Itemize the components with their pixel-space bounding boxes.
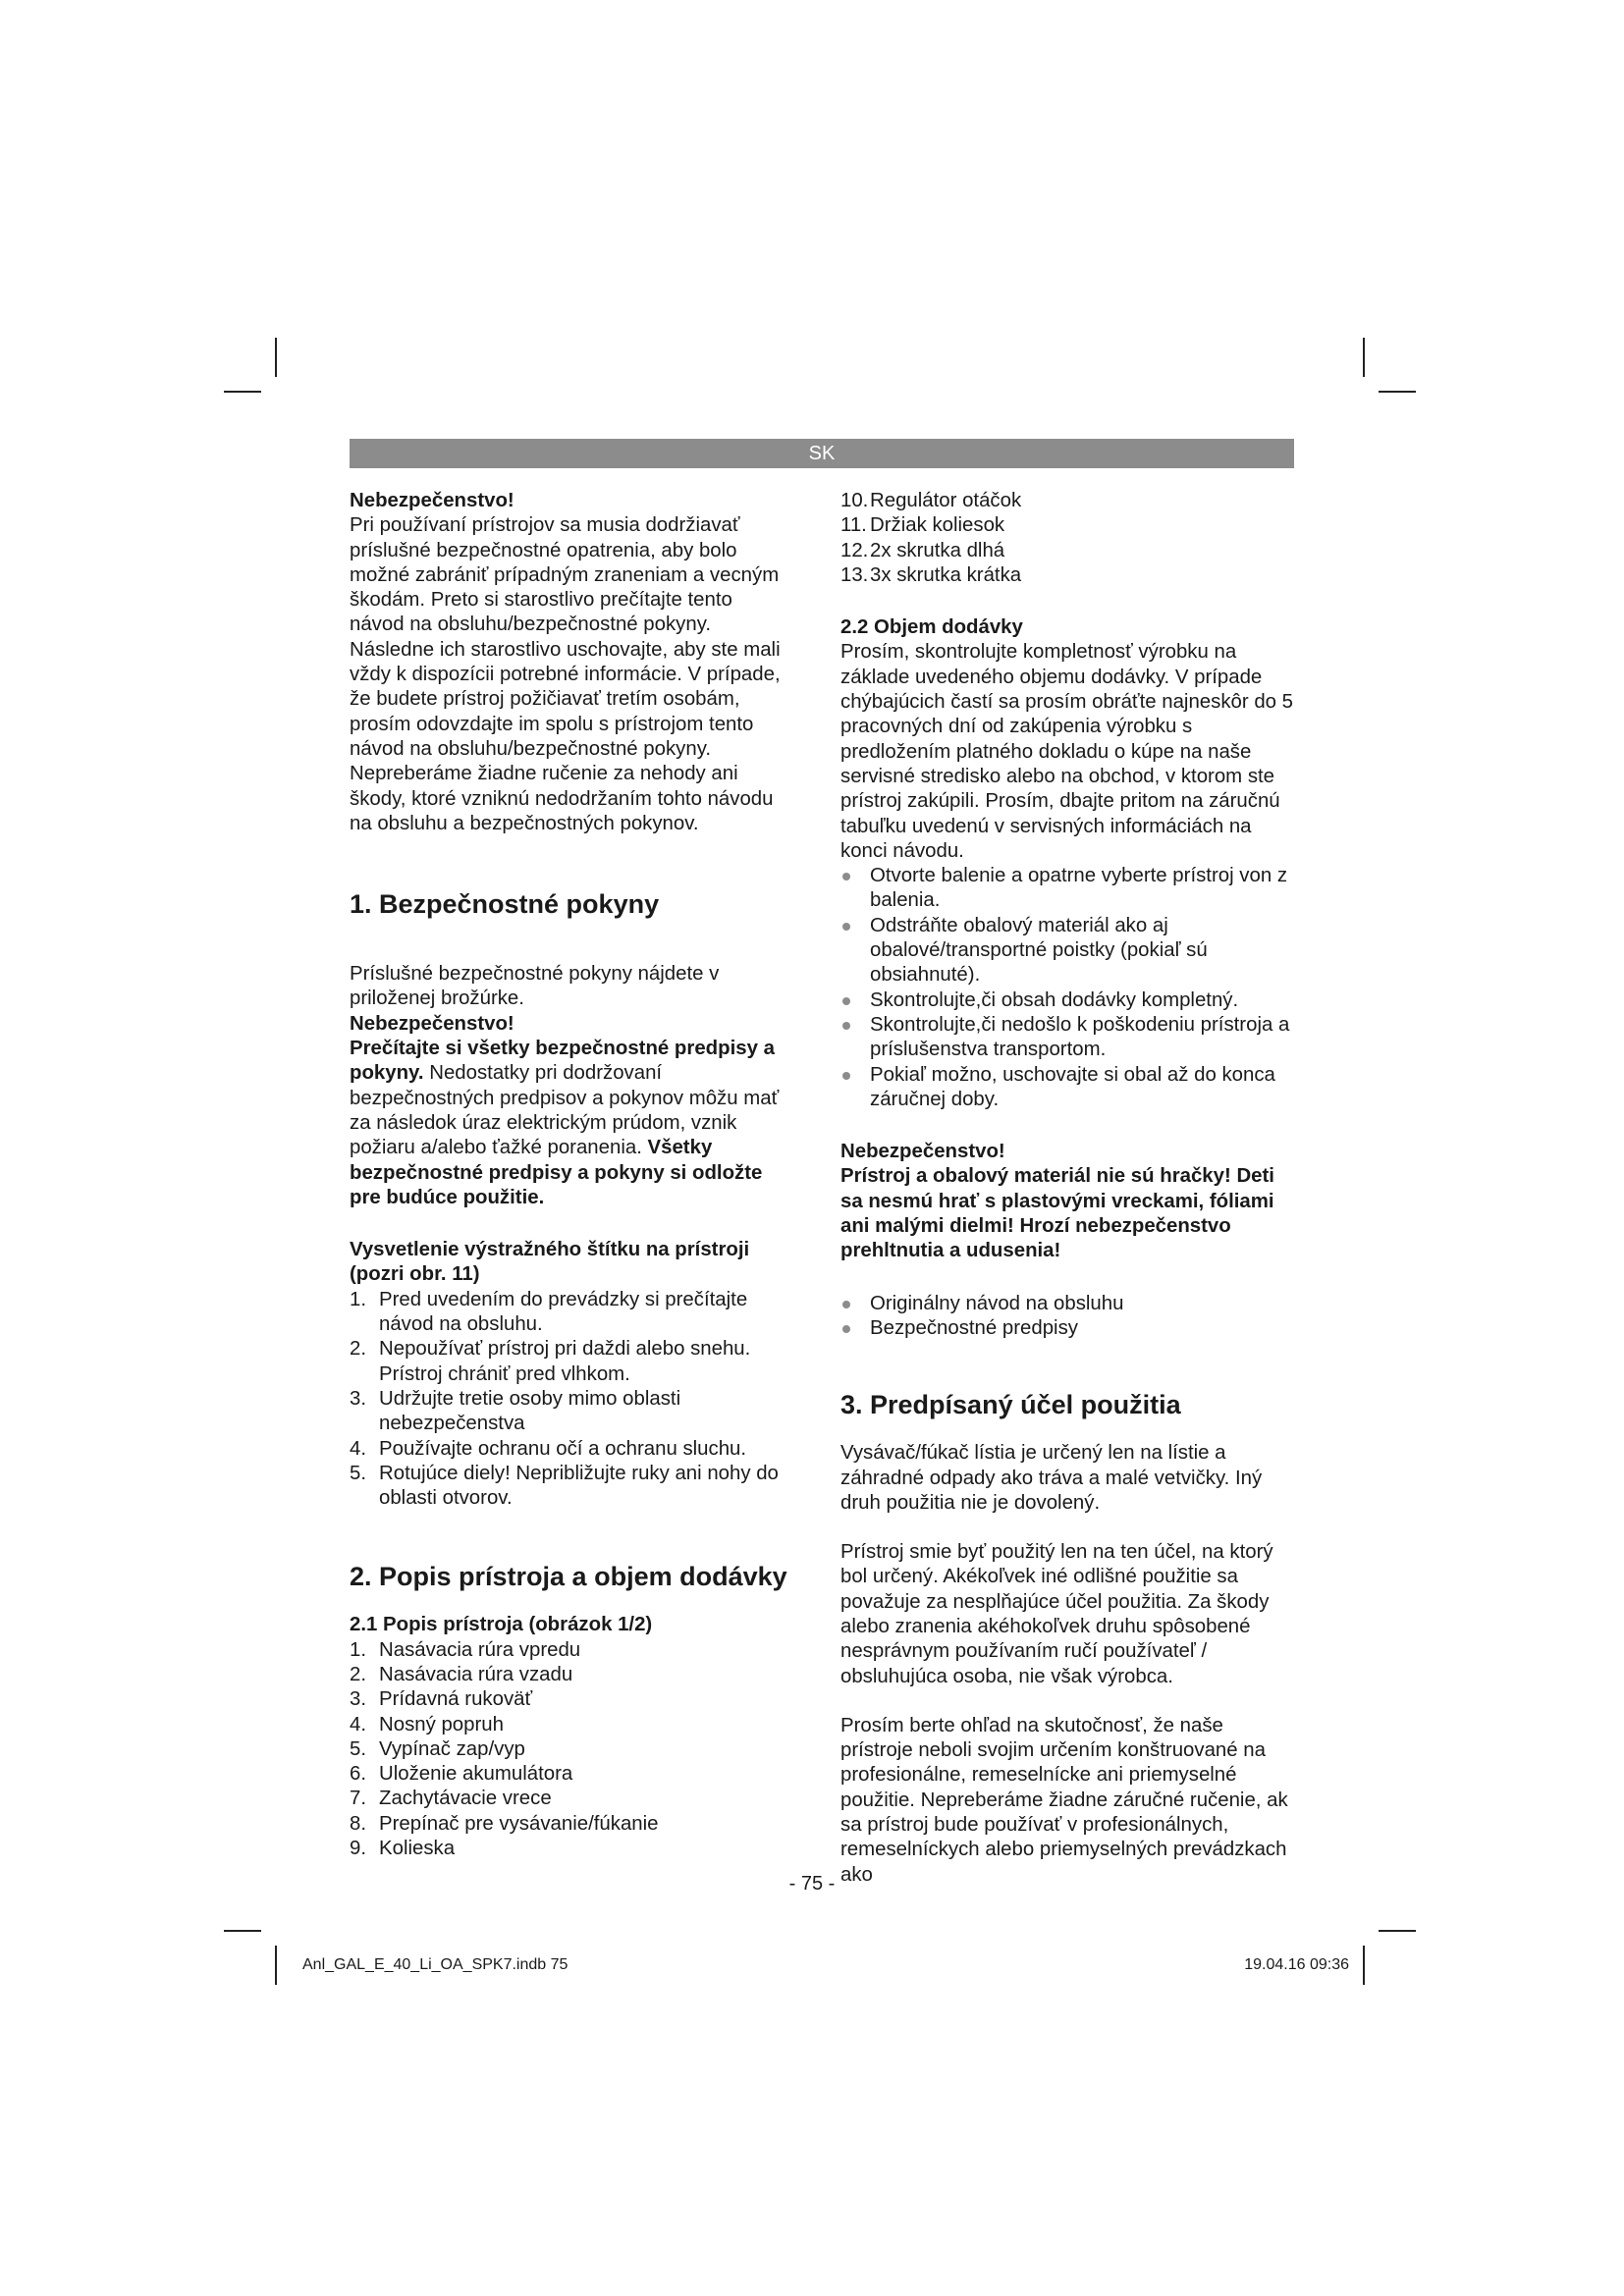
crop-mark	[275, 338, 277, 377]
safety-warning-bold-tail: Všetky bezpečnostné predpisy a pokyny si odložte pre budúce použitie.	[350, 1137, 763, 1208]
list-item: Odstráňte obalový materiál ako aj obalové/transportné poistky (pokiaľ sú obsiahnuté).	[840, 914, 1294, 988]
intended-use-paragraph: Prístroj smie byť použitý len na ten účel, na ktorý bol určený. Akékoľvek iné odlišné použitie sa považuje za nesplňajúce účel použitia. Za škody alebo zranenia akéhokoľvek druhu spôsobené nesprávnym používaním ručí používateľ / obsluhujúca osoba, nie však výrobca.	[840, 1541, 1273, 1687]
crop-mark	[1363, 338, 1365, 377]
list-item: 3. Prídavná rukoväť	[350, 1688, 533, 1711]
list-item: 1. Pred uvedením do prevádzky si prečítajte návod na obsluhu.	[350, 1288, 748, 1336]
safety-warning-paragraph	[350, 1037, 789, 1210]
list-item: Pokiaľ možno, uschovajte si obal až do konca záručnej doby.	[840, 1063, 1294, 1113]
delivery-scope-text: Prosím, skontrolujte kompletnosť výrobku na základe uvedeného objemu dodávky. V prípade chýbajúcich častí sa prosím obráťte najneskôr do 5 pracovných dní od zakúpenia výrobku s predložením platného dokladu o kúpe na naše servisné stredisko alebo na obchod, v ktorom ste prístroj zakúpili. Prosím, dbajte pritom na záručnú tabuľku uvedenú v servisných informáciách na konci návodu.	[840, 641, 1294, 862]
unpacking-checklist	[840, 864, 1294, 1112]
crop-mark	[1379, 391, 1416, 393]
list-item: Bezpečnostné predpisy	[840, 1316, 1294, 1341]
left-column	[350, 489, 789, 1861]
bullet-icon	[842, 1301, 850, 1308]
list-item: 4. Používajte ochranu očí a ochranu sluchu.	[350, 1437, 747, 1460]
warning-label-list	[350, 1288, 789, 1512]
list-item: Originálny návod na obsluhu	[840, 1292, 1294, 1316]
list-item: 3. Udržujte tretie osoby mimo oblasti nebezpečenstva	[350, 1387, 681, 1435]
list-item: Otvorte balenie a opatrne vyberte prístroj von z balenia.	[840, 864, 1294, 914]
safety-warning-text: Nedostatky pri dodržovaní bezpečnostných predpisov a pokynov môžu mať za následok úraz elektrickým prúdom, vznik požiaru a/alebo ťažké poranenia.	[350, 1062, 780, 1159]
section-3-heading: 3. Predpísaný účel použitia	[840, 1390, 1181, 1420]
list-item: 2. Nepoužívať prístroj pri daždi alebo snehu. Prístroj chrániť pred vlhkom.	[350, 1338, 751, 1385]
list-item: 2. Nasávacia rúra vzadu	[350, 1663, 573, 1685]
bullet-icon	[842, 997, 850, 1005]
list-item: 10. Regulátor otáčok	[840, 490, 1022, 511]
list-item: 11. Držiak koliesok	[840, 514, 1005, 537]
list-item: 6. Uloženie akumulátora	[350, 1763, 573, 1786]
section-1-intro: Príslušné bezpečnostné pokyny nájdete v priloženej brožúrke.	[350, 963, 720, 1010]
child-safety-warning: Prístroj a obalový materiál nie sú hračky! Deti sa nesmú hrať s plastovými vreckami, fóliami ani malými dielmi! Hrozí nebezpečenstvo prehltnutia a udusenia!	[840, 1165, 1274, 1262]
bullet-icon	[842, 873, 850, 881]
bullet-icon	[842, 923, 850, 931]
page-number: - 75 -	[788, 1873, 836, 1895]
print-slug-filename: Anl_GAL_E_40_Li_OA_SPK7.indb 75	[302, 1956, 568, 1973]
list-item: Skontrolujte,či nedošlo k poškodeniu prístroja a príslušenstva transportom.	[840, 1013, 1294, 1063]
warning-title: Nebezpečenstvo!	[840, 1141, 1005, 1163]
list-item: Skontrolujte,či obsah dodávky kompletný.	[840, 988, 1294, 1013]
list-item: 5. Rotujúce diely! Nepribližujte ruky ani nohy do oblasti otvorov.	[350, 1462, 779, 1510]
list-item: 9. Kolieska	[350, 1838, 456, 1860]
safety-warning-bold-lead: Prečítajte si všetky bezpečnostné predpisy a pokyny.	[350, 1038, 775, 1085]
list-item: 12. 2x skrutka dlhá	[840, 539, 1005, 561]
crop-mark	[1379, 1930, 1416, 1932]
crop-mark	[1363, 1946, 1365, 1985]
warning-title: Nebezpečenstvo!	[350, 490, 514, 511]
intended-use-paragraph: Prosím berte ohľad na skutočnosť, že naše prístroje neboli svojim určením konštruované na profesionálne, remeselnícke ani priemyselné použitie. Nepreberáme žiadne záručné ručenie, ak sa prístroj bude používať v profesionálnych, remeselníckych alebo priemyselných prevádzkach ako	[840, 1714, 1288, 1886]
subsection-2-2-heading: 2.2 Objem dodávky	[840, 616, 1023, 639]
crop-mark	[224, 391, 261, 393]
language-header-bar	[350, 439, 1294, 468]
included-documents-list	[840, 1292, 1294, 1342]
list-item: 7. Zachytávacie vrece	[350, 1788, 552, 1810]
list-item: 1. Nasávacia rúra vpredu	[350, 1638, 581, 1661]
right-column	[840, 489, 1294, 1888]
print-slug-datetime: 19.04.16 09:36	[1244, 1956, 1349, 1973]
warning-text: Pri používaní prístrojov sa musia dodržiavať príslušné bezpečnostné opatrenia, aby bolo možné zabrániť prípadným zraneniam a vecným škodám. Preto si starostlivo prečítajte tento návod na obsluhu/bezpečnostné pokyny. Následne ich starostlivo uschovajte, aby ste mali vždy k dispozícii potrebné informácie. V prípade, že budete prístroj požičiavať tretím osobám, prosím odovzdajte im spolu s prístrojom tento návod na obsluhu/bezpečnostné pokyny. Nepreberáme žiadne ručenie za nehody ani škody, ktoré vzniknú nedodržaním tohto návodu na obsluhu a bezpečnostných pokynov.	[350, 514, 781, 834]
bullet-icon	[842, 1072, 850, 1080]
warning-title: Nebezpečenstvo!	[350, 1012, 514, 1035]
warning-label-heading: Vysvetlenie výstražného štítku na prístroji (pozri obr. 11)	[350, 1239, 750, 1286]
section-2-heading: 2. Popis prístroja a objem dodávky	[350, 1562, 787, 1592]
parts-list	[350, 1638, 789, 1862]
list-item: 8. Prepínač pre vysávanie/fúkanie	[350, 1812, 659, 1835]
section-1-heading: 1. Bezpečnostné pokyny	[350, 889, 660, 920]
bullet-icon	[842, 1022, 850, 1030]
subsection-2-1-heading: 2.1 Popis prístroja (obrázok 1/2)	[350, 1614, 653, 1636]
bullet-icon	[842, 1325, 850, 1333]
list-item: 4. Nosný popruh	[350, 1713, 504, 1735]
parts-list-continued	[840, 489, 1294, 588]
list-item: 13. 3x skrutka krátka	[840, 563, 1022, 586]
crop-mark	[275, 1946, 277, 1985]
crop-mark	[224, 1930, 261, 1932]
language-code: SK	[808, 442, 836, 464]
list-item: 5. Vypínač zap/vyp	[350, 1737, 525, 1760]
intended-use-paragraph: Vysávač/fúkač lístia je určený len na lístie a záhradné odpady ako tráva a malé vetvičky. Iný druh použitia nie je dovolený.	[840, 1442, 1263, 1514]
